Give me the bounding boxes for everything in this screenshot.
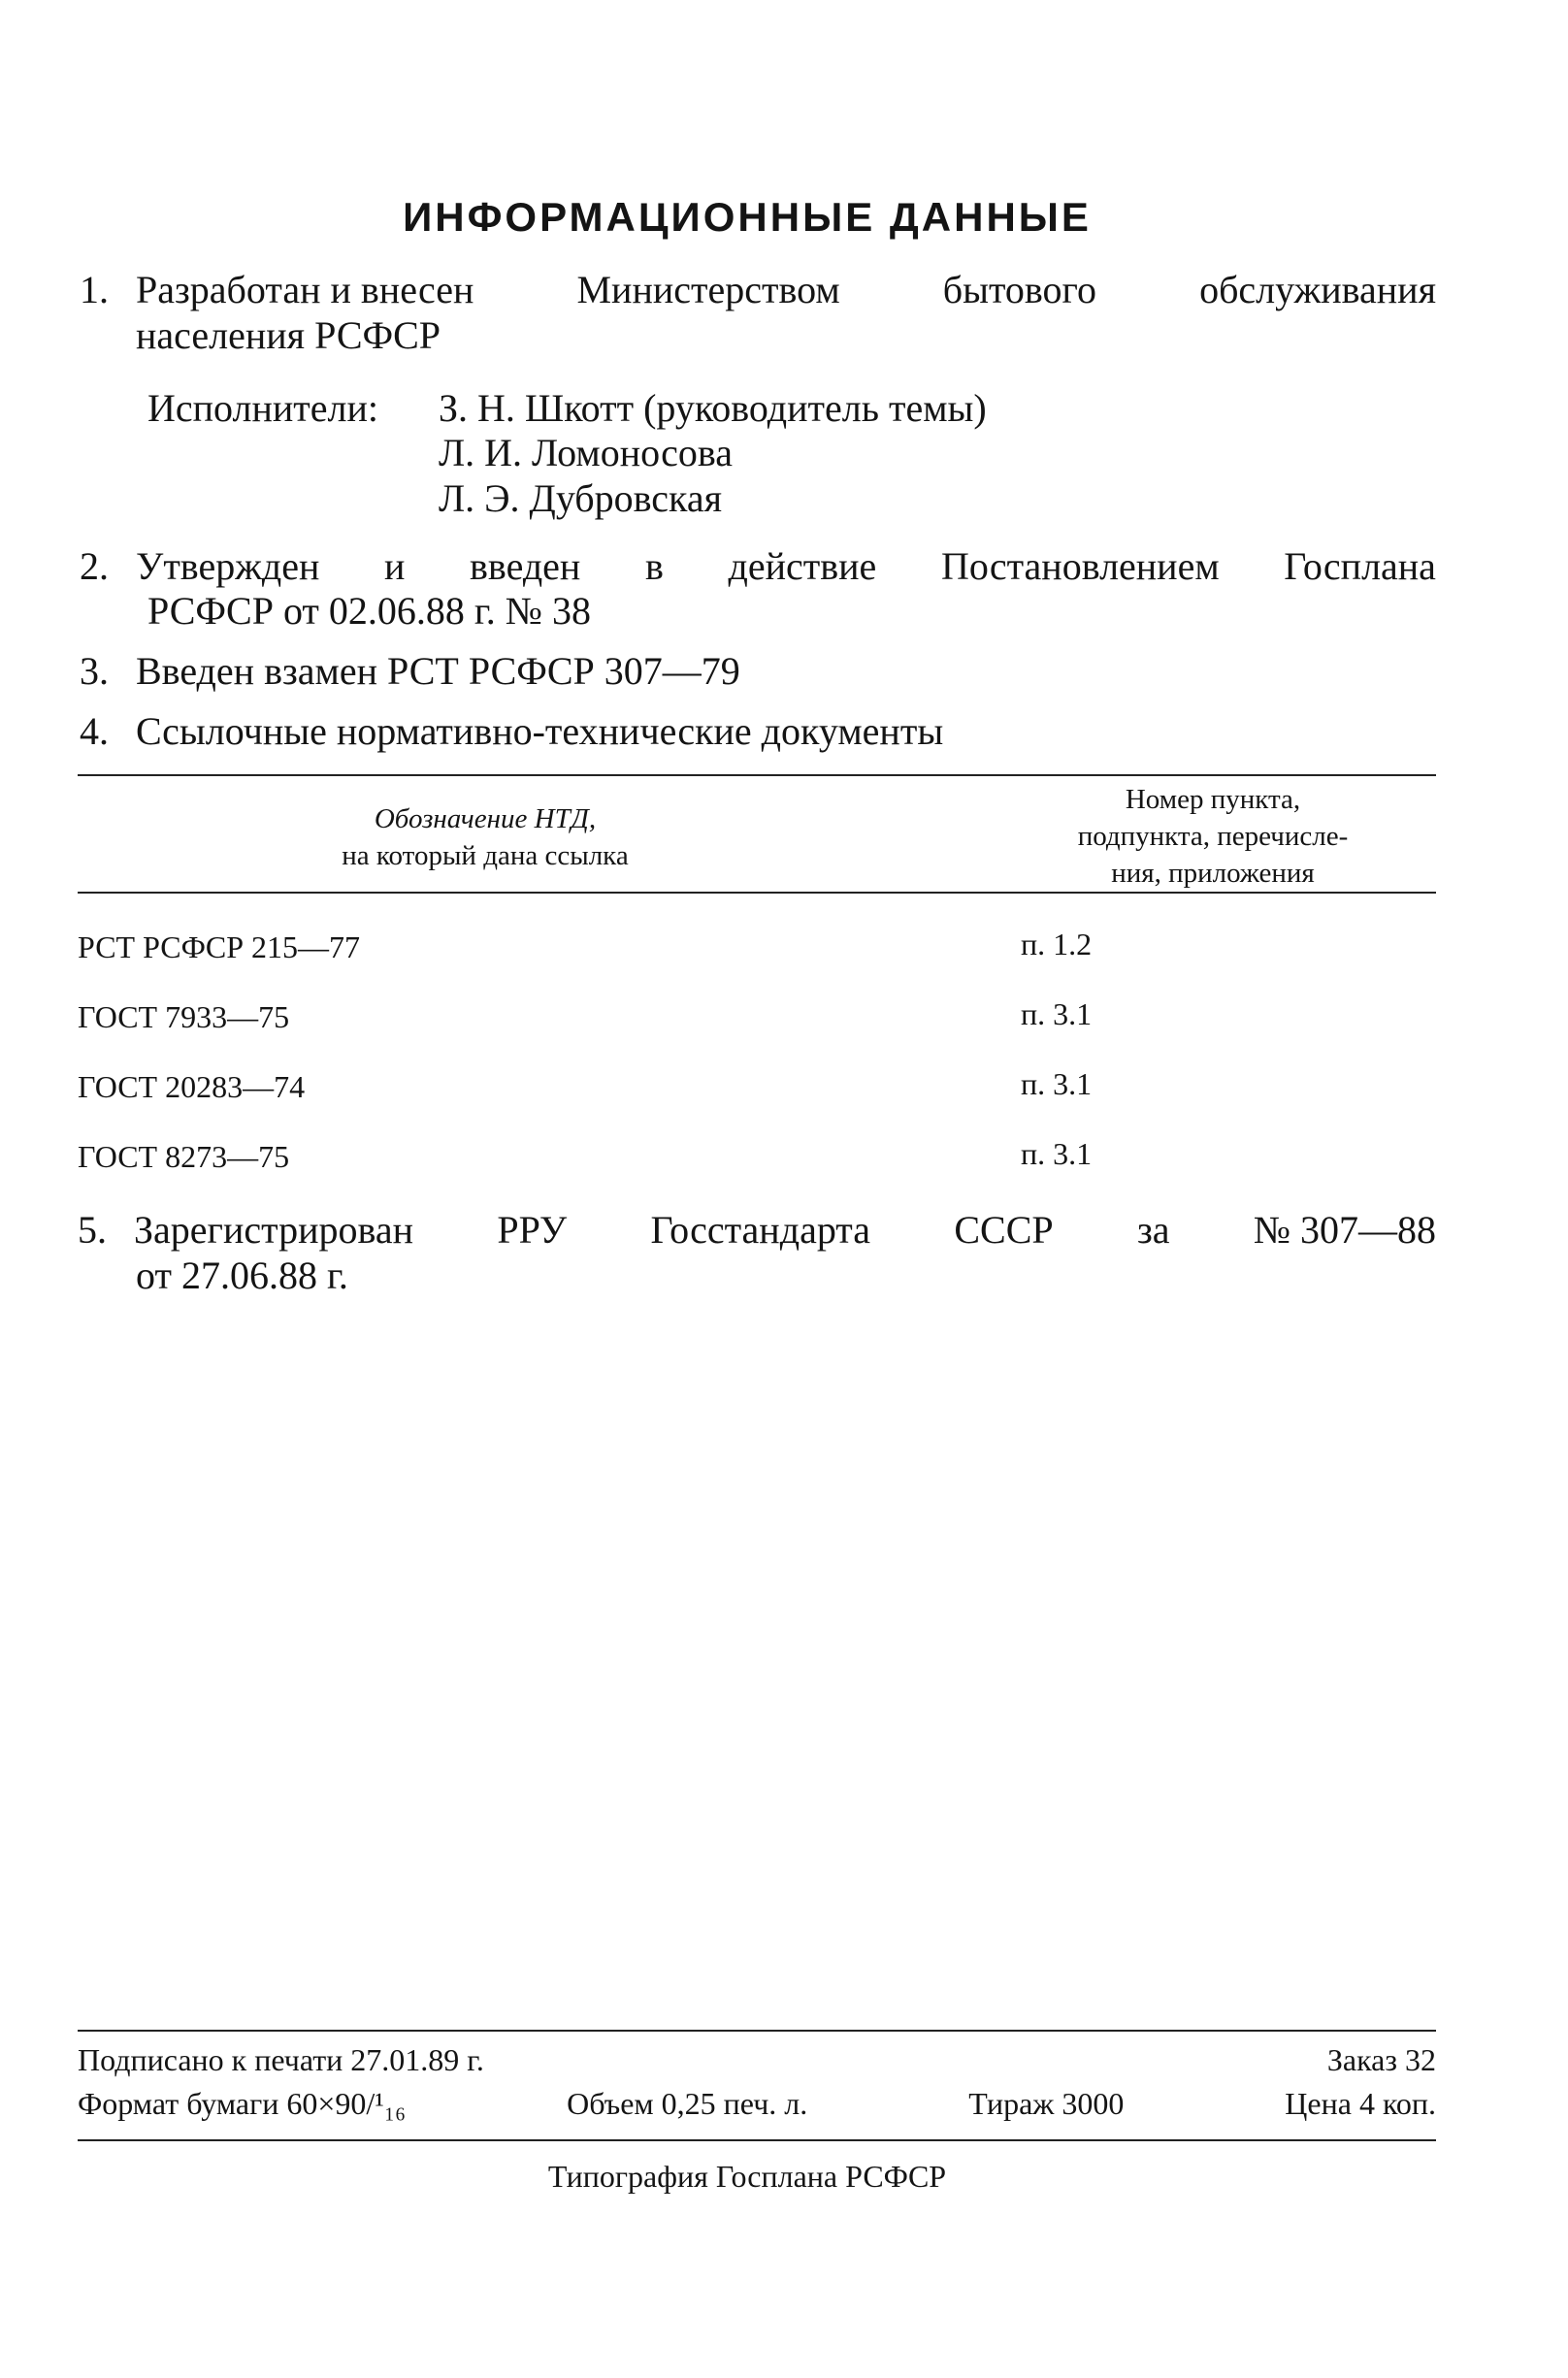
item-5-word: СССР [954, 1208, 1054, 1252]
item-1-word: бытового [942, 268, 1096, 311]
item-2-line1 [136, 543, 1436, 589]
item-5-word: за [1136, 1208, 1170, 1252]
item-5-line1 [134, 1207, 1436, 1253]
item-5-word: № 307—88 [1253, 1208, 1436, 1252]
table-cell-ref: п. 3.1 [1021, 1136, 1093, 1171]
item-2-word: Утвержден [136, 544, 320, 588]
executors-label: Исполнители: [147, 386, 379, 430]
table-header-col2 [999, 781, 1426, 892]
table-cell-ref: п. 3.1 [1021, 1066, 1093, 1101]
footer-signed: Подписано к печати 27.01.89 г. [78, 2042, 484, 2077]
table-cell-doc: ГОСТ 8273—75 [78, 1139, 290, 1174]
footer-volume: Объем 0,25 печ. л. [567, 2086, 808, 2121]
item-4-text: Ссылочные нормативно-технические документы [136, 709, 944, 753]
item-5-word: РРУ [497, 1208, 568, 1252]
footer-format: Формат бумаги 60×90/¹₁₆ [78, 2086, 407, 2121]
table-cell-ref: п. 3.1 [1021, 996, 1093, 1031]
executor-name: Л. И. Ломоносова [439, 431, 733, 474]
footer-order: Заказ 32 [1326, 2042, 1436, 2077]
item-5-word: Госстандарта [650, 1208, 871, 1252]
item-2-word: и [384, 544, 406, 588]
item-2-number: 2. [80, 544, 109, 588]
table-header-text: на который дана ссылка [342, 840, 629, 871]
table-header-text: подпункта, перечисле- [1077, 821, 1349, 852]
page-title: ИНФОРМАЦИОННЫЕ ДАННЫЕ [403, 194, 1092, 240]
item-1-line1 [136, 267, 1436, 312]
item-3-number: 3. [80, 649, 109, 693]
executor-name: З. Н. Шкотт (руководитель темы) [439, 386, 987, 430]
item-4-number: 4. [80, 709, 109, 753]
table-cell-ref: п. 1.2 [1021, 927, 1093, 961]
item-2-word: введен [470, 544, 581, 588]
footer-top-rule [78, 2030, 1436, 2032]
item-3-text: Введен взамен РСТ РСФСР 307—79 [136, 649, 740, 693]
item-2-line2: РСФСР от 02.06.88 г. № 38 [147, 589, 591, 633]
item-2-word: в [644, 544, 664, 588]
table-cell-doc: РСТ РСФСР 215—77 [78, 929, 361, 964]
footer-details-line [78, 2086, 1436, 2122]
item-5-word: Зарегистрирован [134, 1208, 414, 1252]
item-2-word: действие [728, 544, 877, 588]
footer-bottom-rule [78, 2139, 1436, 2141]
table-header-rule [78, 892, 1436, 894]
footer-price: Цена 4 коп. [1285, 2086, 1436, 2121]
item-1-word: обслуживания [1199, 268, 1436, 311]
executor-name: Л. Э. Дубровская [439, 476, 723, 520]
item-2-word: Постановлением [940, 544, 1220, 588]
table-top-rule [78, 774, 1436, 776]
item-1-word: Министерством [576, 268, 840, 311]
footer-print-run: Тираж 3000 [968, 2086, 1125, 2121]
item-2-word: Госплана [1284, 544, 1436, 588]
item-1-line2: населения РСФСР [136, 313, 441, 357]
table-cell-doc: ГОСТ 7933—75 [78, 999, 290, 1034]
table-cell-doc: ГОСТ 20283—74 [78, 1069, 306, 1104]
item-1-word: Разработан и внесен [136, 268, 474, 311]
item-5-line2: от 27.06.88 г. [136, 1254, 348, 1297]
item-1-number: 1. [80, 268, 109, 311]
table-header-text: Обозначение НТД, [374, 803, 597, 834]
footer-printer: Типография Госплана РСФСР [547, 2159, 947, 2194]
item-5-number: 5. [78, 1208, 107, 1252]
table-header-text: Номер пункта, [1125, 784, 1301, 815]
table-header-col1 [146, 800, 825, 874]
table-header-text: ния, приложения [1111, 858, 1315, 889]
